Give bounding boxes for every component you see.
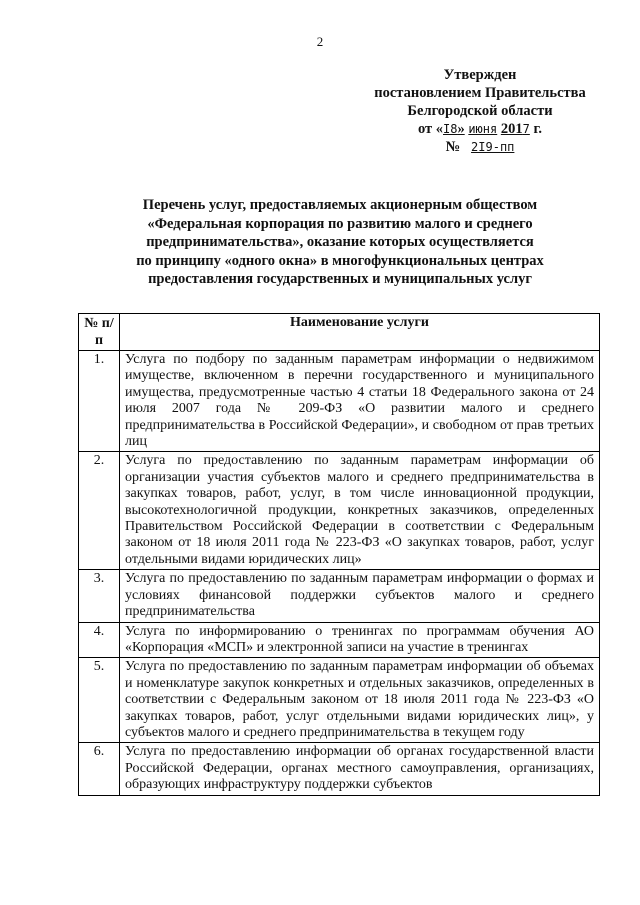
approval-line: постановлением Правительства <box>374 85 586 101</box>
date-mid: » <box>457 121 465 137</box>
approval-block <box>350 66 610 156</box>
date-year-prefix: 201 <box>500 121 523 137</box>
row-number: 1. <box>79 351 120 452</box>
title-line: по принципу «одного окна» в многофункциональных центрах <box>136 252 544 269</box>
row-number: 6. <box>79 743 120 795</box>
table-row <box>79 351 600 452</box>
title-line: предпринимательства», оказание которых осуществляется <box>146 234 534 250</box>
service-name: Услуга по предоставлению по заданным параметрам информации об организации участия субъектов малого и среднего предпринимательства в закупках товаров, работ, услуг, в том числе инновационной продукции, высокотехнологичной продукции, конкретных заказчиков, определенных Правительством Российской Федерации в соответствии с Федеральным законом от 18 июля 2011 года № 223-ФЗ «О закупках товаров, работ, услуг отдельными видами юридических лиц» <box>120 452 600 570</box>
date-day: I8 <box>443 122 458 136</box>
date-year-suffix: 7 <box>522 122 530 136</box>
table-row <box>79 622 600 658</box>
date-end: г. <box>533 121 543 137</box>
title-line: Перечень услуг, предоставляемых акционерным обществом <box>142 197 538 213</box>
document-title <box>120 196 560 289</box>
date-prefix: от « <box>417 121 443 137</box>
row-number: 5. <box>79 658 120 743</box>
services-table <box>78 313 600 796</box>
approval-line: Белгородской области <box>407 103 553 119</box>
title-line: «Федеральная корпорация по развитию малого и среднего <box>147 215 533 232</box>
date-month: июня <box>468 122 498 136</box>
approval-number <box>350 138 610 156</box>
service-name: Услуга по информированию о тренингах по программам обучения АО «Корпорация «МСП» и электронной записи на участие в тренингах <box>120 622 600 658</box>
number-value: 2I9-пп <box>471 140 515 154</box>
table-row <box>79 570 600 622</box>
table-row <box>79 743 600 795</box>
service-name: Услуга по предоставлению по заданным параметрам информации об объемах и номенклатуре закупок конкретных и отдельных заказчиков, определенных в соответствии с Федеральным законом от 18 июля 2011 года № 223-ФЗ «О закупках товаров, работ, услуг отдельными видами юридических лиц», у субъектов малого и среднего предпринимательства в текущем году <box>120 658 600 743</box>
number-prefix: № <box>445 139 461 155</box>
title-line: предоставления государственных и муниципальных услуг <box>148 271 532 287</box>
approval-line: Утвержден <box>443 67 517 83</box>
approval-date <box>350 120 610 138</box>
service-name: Услуга по предоставлению по заданным параметрам информации о формах и условиях финансовой поддержки субъектов малого и среднего предпринимательства <box>120 570 600 622</box>
row-number: 4. <box>79 622 120 658</box>
table-header-row <box>79 314 600 351</box>
row-number: 2. <box>79 452 120 570</box>
table-row <box>79 658 600 743</box>
row-number: 3. <box>79 570 120 622</box>
service-name: Услуга по подбору по заданным параметрам информации о недвижимом имуществе, включенном в перечни государственного и муниципального имущества, предусмотренные частью 4 статьи 18 Федерального закона от 24 июля 2007 года № 209-ФЗ «О развитии малого и среднего предпринимательства в Российской Федерации», и свободном от прав третьих лиц <box>120 351 600 452</box>
service-name: Услуга по предоставлению информации об органах государственной власти Российской Федерации, органах местного самоуправления, организациях, образующих инфраструктуру поддержки субъектов <box>120 743 600 795</box>
column-header-name: Наименование услуги <box>120 314 600 351</box>
column-header-number: № п/п <box>79 314 120 351</box>
table-row <box>79 452 600 570</box>
page-number: 2 <box>316 34 324 49</box>
